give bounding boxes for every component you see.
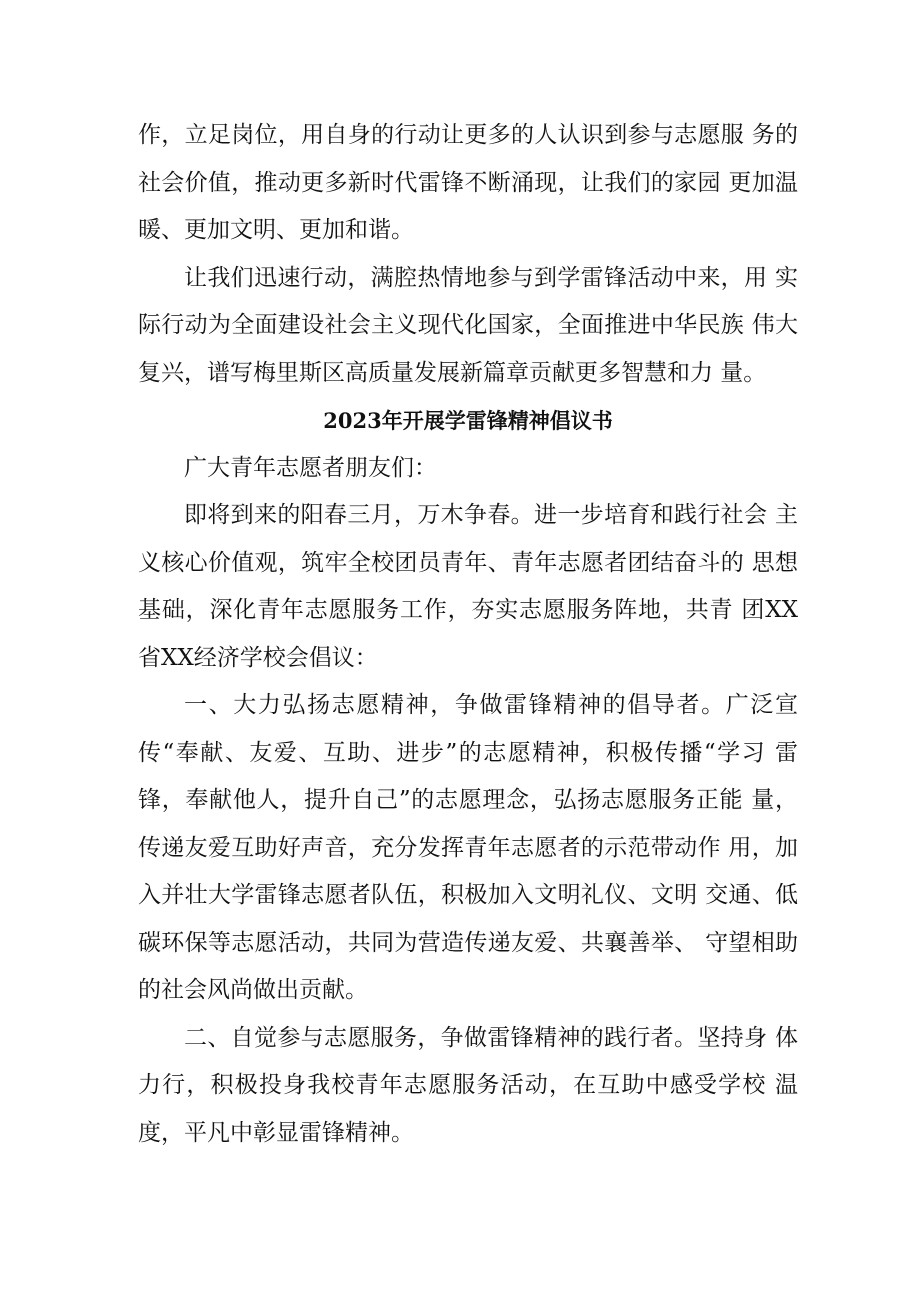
document-title: 2023年开展学雷锋精神倡议书 [323,408,613,433]
paragraph-point-two: 二、自觉参与志愿服务，争做雷锋精神的践行者。坚持身 体力行，积极投身我校青年志愿服务活动，在互助中感受学校 温度，平凡中彰显雷锋精神。 [138,1024,798,1146]
paragraph-continuation: 作，立足岗位，用自身的行动让更多的人认识到参与志愿服 务的社会价值，推动更多新时代雷锋不断涌现，让我们的家园 更加温暖、更加文明、更加和谐。 [138,122,798,243]
paragraph-point-one: 一、大力弘扬志愿精神，争做雷锋精神的倡导者。广泛宣 传“奉献、友爱、互助、进步”的志愿精神，积极传播“学习 雷锋，奉献他人，提升自己”的志愿理念，弘扬志愿服务正能 量，传递友爱互助好声音，充分发挥青年志愿者的示范带动作 用，加入并壮大学雷锋志愿者队伍，积极加入文明礼仪、文明 交通、低碳环保等志愿活动，共同为营造传递友爱、共襄善举、 守望相助的社会风尚做出贡献。 [138,692,798,1003]
document-page [138,112,798,1157]
paragraph-intro: 即将到来的阳春三月，万木争春。进一步培育和践行社会 主义核心价值观，筑牢全校团员青年、青年志愿者团结奋斗的 思想基础，深化青年志愿服务工作，夯实志愿服务阵地，共青 团XX省XX经济学校会倡议： [138,502,798,671]
paragraph-call-to-action: 让我们迅速行动，满腔热情地参与到学雷锋活动中来，用 实际行动为全面建设社会主义现代化国家，全面推进中华民族 伟大复兴，谱写梅里斯区高质量发展新篇章贡献更多智慧和力 量。 [138,264,798,386]
salutation: 广大青年志愿者朋友们： [184,454,437,481]
